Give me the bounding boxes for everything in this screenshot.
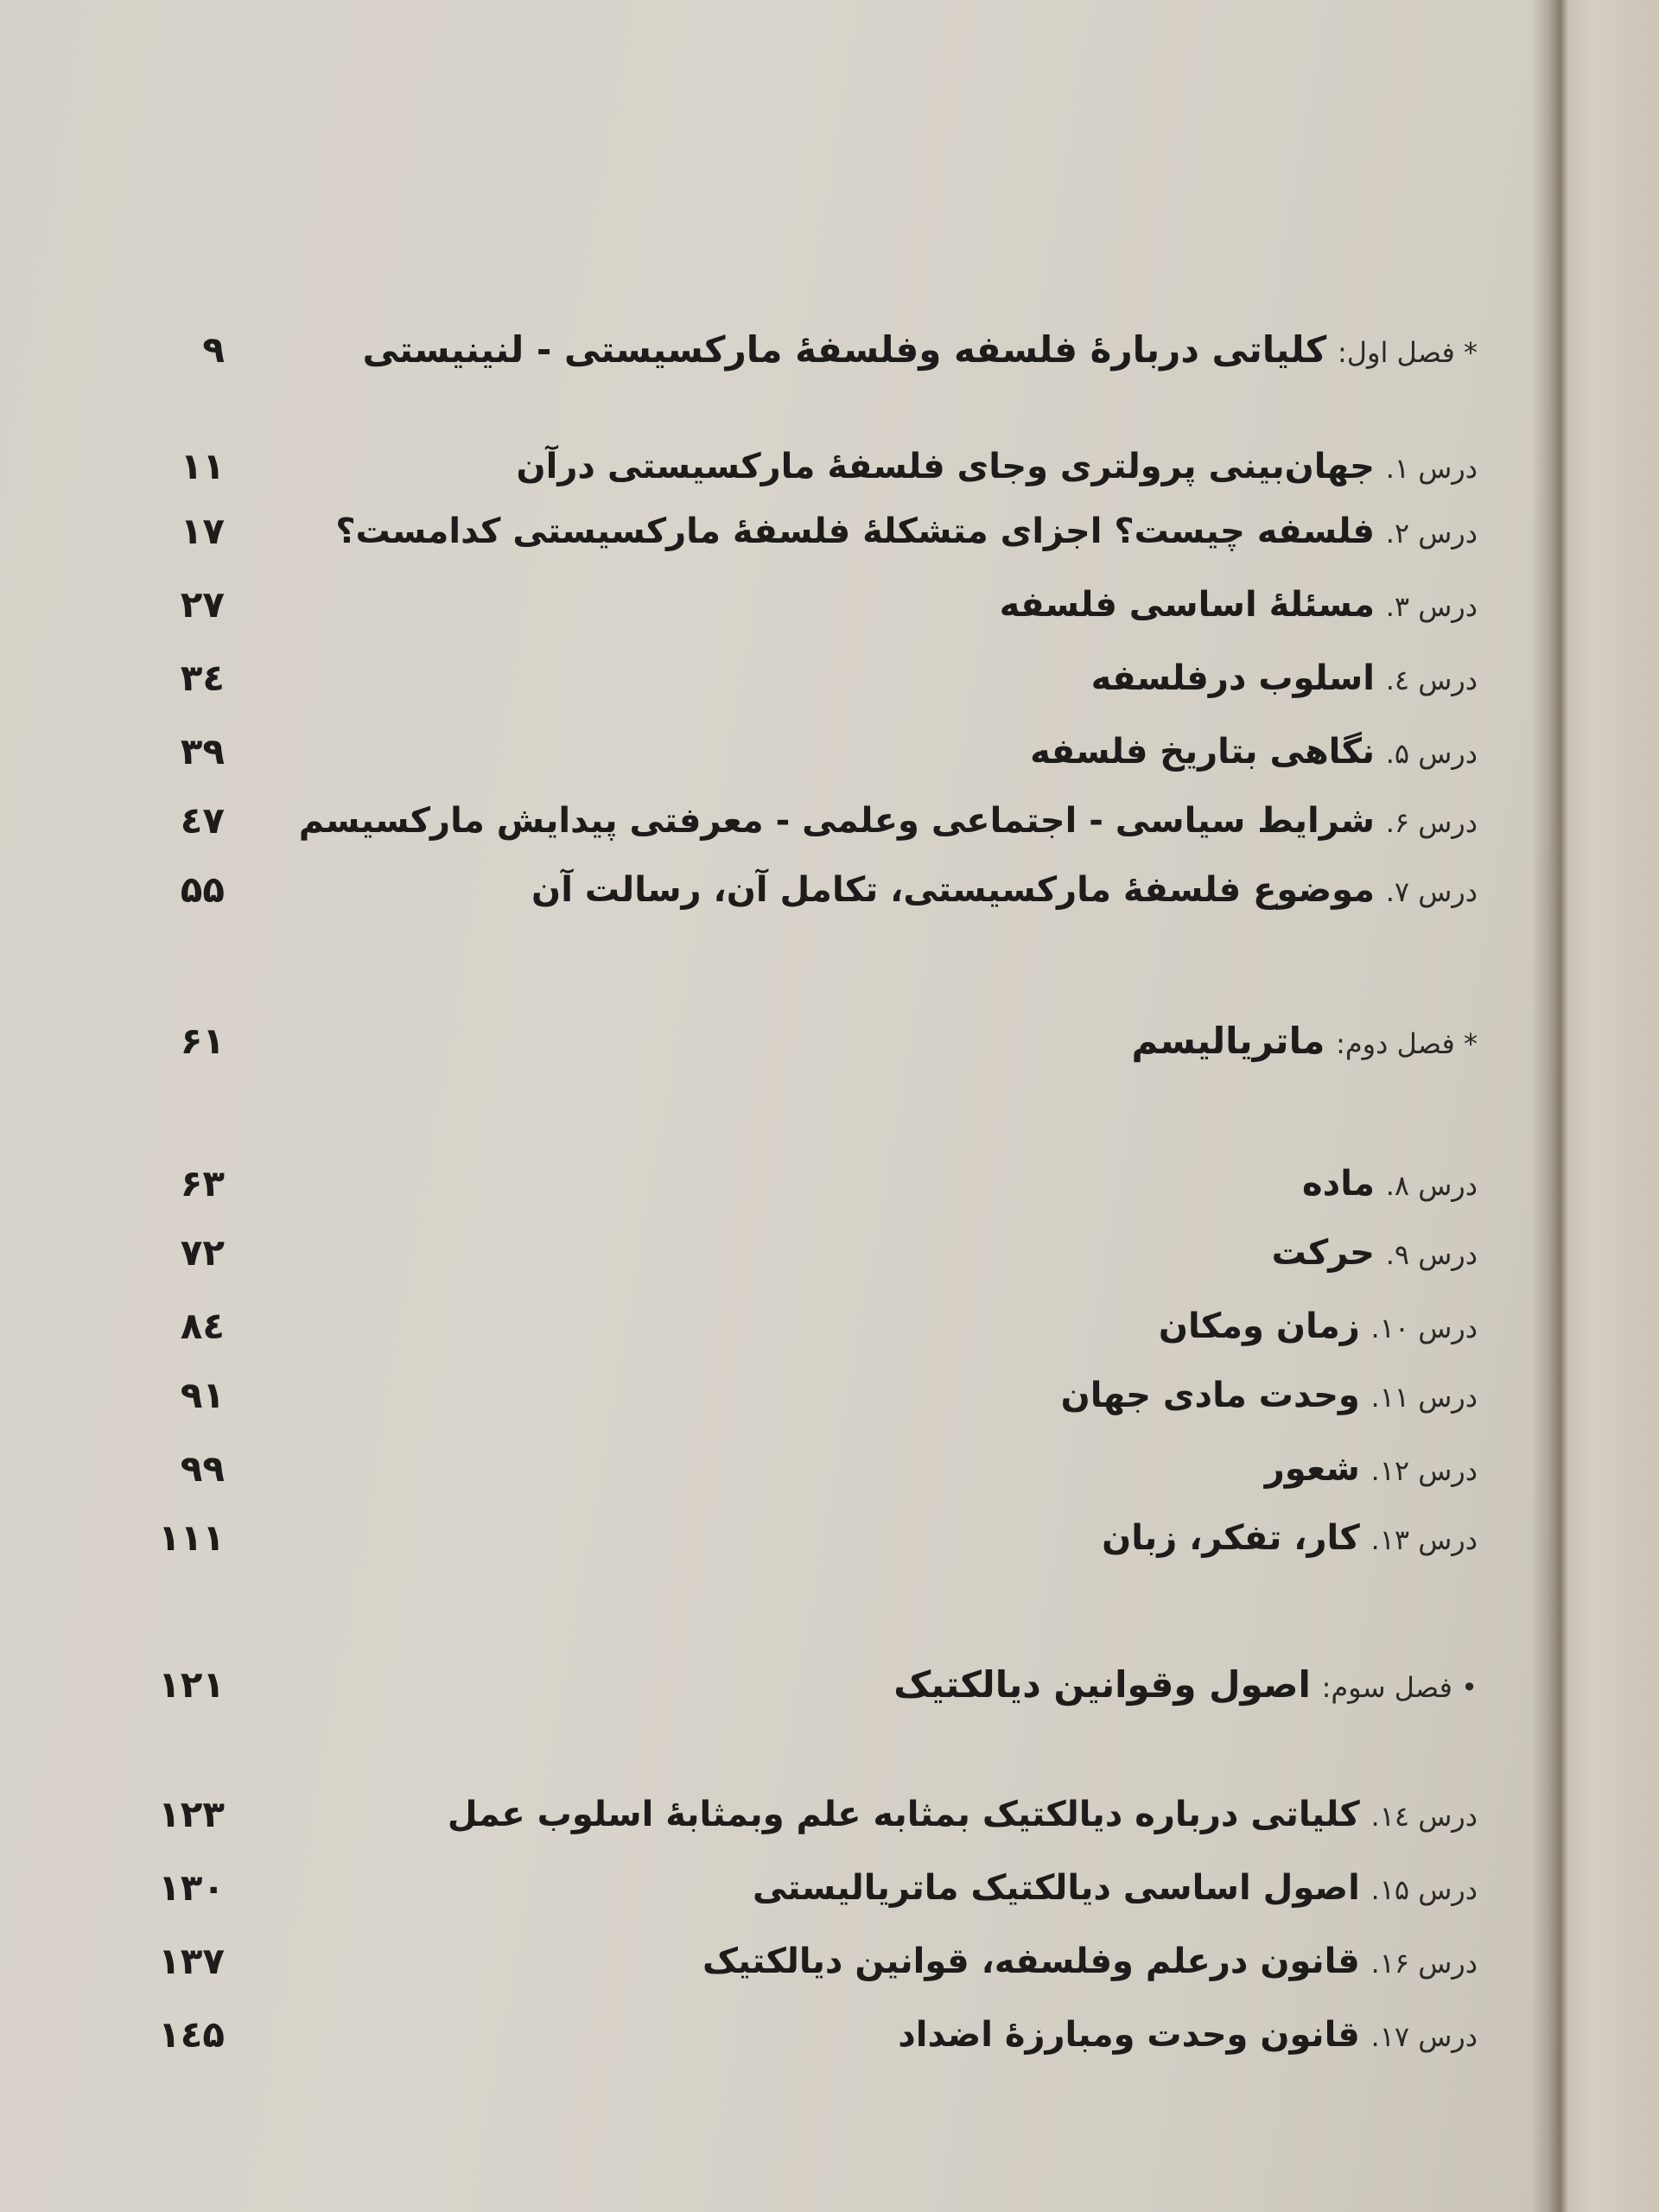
lesson-prefix: درس ۱۲. <box>1370 1454 1478 1487</box>
lesson-page-number: ۲۷ <box>180 583 225 626</box>
lesson-prefix: درس ۸. <box>1385 1169 1478 1202</box>
lesson-label <box>1159 1296 1478 1358</box>
toc-lesson-16 <box>104 1931 1478 1992</box>
lesson-title: کلیاتی درباره دیالکتیک بمثابه علم وبمثابهٔ اسلوب عمل <box>447 1795 1360 1834</box>
toc-lesson-4 <box>104 648 1478 709</box>
toc-lesson-11 <box>104 1365 1478 1426</box>
chapter-prefix: * فصل اول: <box>1338 336 1478 369</box>
lesson-prefix: درس ۱۱. <box>1370 1381 1478 1414</box>
lesson-title: وحدت مادی جهان <box>1060 1376 1360 1415</box>
toc-lesson-7 <box>104 860 1478 920</box>
lesson-prefix: درس ۱۷. <box>1370 2020 1478 2053</box>
toc-lesson-14 <box>104 1784 1478 1845</box>
toc-lesson-10 <box>104 1296 1478 1357</box>
toc-lesson-13 <box>104 1508 1478 1568</box>
lesson-title: اسلوب درفلسفه <box>1090 658 1375 698</box>
lesson-label <box>517 436 1478 499</box>
page-gutter-shadow <box>1531 0 1560 2212</box>
lesson-page-number: ۱۳۷ <box>158 1940 225 1982</box>
lesson-prefix: درس ۱. <box>1385 452 1478 485</box>
toc-lesson-17 <box>104 2005 1478 2065</box>
lesson-prefix: درس ۹. <box>1385 1238 1478 1271</box>
lesson-page-number: ۱٤۵ <box>158 2013 225 2056</box>
lesson-title: ماده <box>1302 1164 1375 1204</box>
lesson-page-number: ۹۱ <box>180 1374 225 1416</box>
lesson-prefix: درس ٤. <box>1385 664 1478 696</box>
chapter-label <box>893 1655 1478 1718</box>
lesson-title: قانون درعلم وفلسفه، قوانین دیالکتیک <box>702 1942 1360 1981</box>
lesson-label <box>299 791 1478 853</box>
lesson-title: حرکت <box>1271 1233 1375 1273</box>
lesson-label <box>702 1931 1478 1993</box>
lesson-label <box>1091 648 1478 710</box>
lesson-prefix: درس ۱۵. <box>1370 1873 1478 1906</box>
lesson-title: شعور <box>1264 1449 1360 1489</box>
lesson-label <box>531 860 1478 922</box>
lesson-title: کار، تفکر، زبان <box>1102 1518 1360 1558</box>
chapter-page-number: ۹ <box>202 328 225 371</box>
lesson-title: اصول اساسی دیالکتیک ماتریالیستی <box>752 1868 1360 1908</box>
lesson-page-number: ۶۳ <box>180 1162 225 1205</box>
toc-lesson-1 <box>104 436 1478 497</box>
toc-lesson-15 <box>104 1858 1478 1918</box>
lesson-prefix: درس ۵. <box>1385 737 1478 770</box>
lesson-title: زمان ومکان <box>1158 1306 1360 1346</box>
lesson-prefix: درس ۱۳. <box>1370 1523 1478 1556</box>
lesson-label <box>1000 575 1478 637</box>
lesson-label <box>1030 721 1478 784</box>
lesson-prefix: درس ۲. <box>1385 517 1478 550</box>
lesson-label <box>1272 1223 1478 1285</box>
lesson-prefix: درس ۱۰. <box>1370 1312 1478 1344</box>
lesson-prefix: درس ۱۶. <box>1370 1947 1478 1980</box>
lesson-prefix: درس ۷. <box>1385 875 1478 908</box>
chapter-title: اصول وقوانین دیالکتیک <box>893 1663 1311 1706</box>
lesson-page-number: ۱۲۳ <box>158 1793 225 1835</box>
toc-lesson-2 <box>104 501 1478 562</box>
chapter-title: ماتریالیسم <box>1131 1020 1325 1062</box>
toc-lesson-3 <box>104 575 1478 635</box>
lesson-label <box>1302 1154 1478 1216</box>
lesson-title: نگاهی بتاریخ فلسفه <box>1030 732 1375 772</box>
lesson-page-number: ۵۵ <box>180 868 225 911</box>
toc-lesson-12 <box>104 1439 1478 1499</box>
lesson-page-number: ۱۳۰ <box>158 1866 225 1909</box>
lesson-label <box>898 2005 1478 2067</box>
chapter-label <box>1132 1011 1478 1074</box>
lesson-title: فلسفه چیست؟ اجزای متشکلهٔ فلسفهٔ مارکسیستی کدامست؟ <box>335 512 1375 551</box>
chapter-page-number: ۱۲۱ <box>158 1663 225 1706</box>
toc-chapter-2 <box>104 1011 1478 1071</box>
lesson-title: شرایط سیاسی - اجتماعی وعلمی - معرفتی پیدایش مارکسیسم <box>298 801 1375 841</box>
lesson-page-number: ۸٤ <box>180 1305 225 1347</box>
lesson-page-number: ۱۷ <box>180 510 225 552</box>
lesson-label <box>1061 1365 1478 1427</box>
lesson-prefix: درس ۱٤. <box>1370 1800 1478 1833</box>
chapter-title: کلیاتی دربارهٔ فلسفه وفلسفهٔ مارکسیستی - لنینیستی <box>362 328 1327 371</box>
toc-lesson-6 <box>104 791 1478 851</box>
lesson-label <box>448 1784 1478 1847</box>
lesson-label <box>1265 1439 1478 1501</box>
lesson-page-number: ۳۹ <box>180 730 225 772</box>
adjacent-page-edge <box>1560 0 1659 2212</box>
lesson-page-number: ۷۲ <box>180 1231 225 1274</box>
lesson-page-number: ٤۷ <box>180 799 225 842</box>
lesson-title: جهان‌بینی پرولتری وجای فلسفهٔ مارکسیستی درآن <box>516 447 1375 486</box>
lesson-label <box>1102 1508 1478 1570</box>
toc-chapter-1 <box>104 320 1478 380</box>
lesson-prefix: درس ۳. <box>1385 590 1478 623</box>
toc-lesson-5 <box>104 721 1478 782</box>
lesson-page-number: ۳٤ <box>180 657 225 699</box>
chapter-page-number: ۶۱ <box>180 1020 225 1062</box>
lesson-label <box>335 501 1478 563</box>
toc-chapter-3 <box>104 1655 1478 1715</box>
lesson-prefix: درس ۶. <box>1385 806 1478 839</box>
lesson-page-number: ۱۱۱ <box>158 1516 225 1559</box>
lesson-title: موضوع فلسفهٔ مارکسیستی، تکامل آن، رسالت آن <box>531 870 1375 910</box>
lesson-title: مسئلهٔ اساسی فلسفه <box>999 585 1375 625</box>
lesson-page-number: ۱۱ <box>180 445 225 487</box>
lesson-title: قانون وحدت ومبارزهٔ اضداد <box>898 2015 1360 2055</box>
chapter-prefix: • فصل سوم: <box>1321 1671 1478 1704</box>
chapter-label <box>362 320 1478 383</box>
lesson-page-number: ۹۹ <box>180 1447 225 1490</box>
toc-lesson-8 <box>104 1154 1478 1214</box>
toc-lesson-9 <box>104 1223 1478 1283</box>
lesson-label <box>753 1858 1478 1920</box>
chapter-prefix: * فصل دوم: <box>1336 1027 1478 1060</box>
